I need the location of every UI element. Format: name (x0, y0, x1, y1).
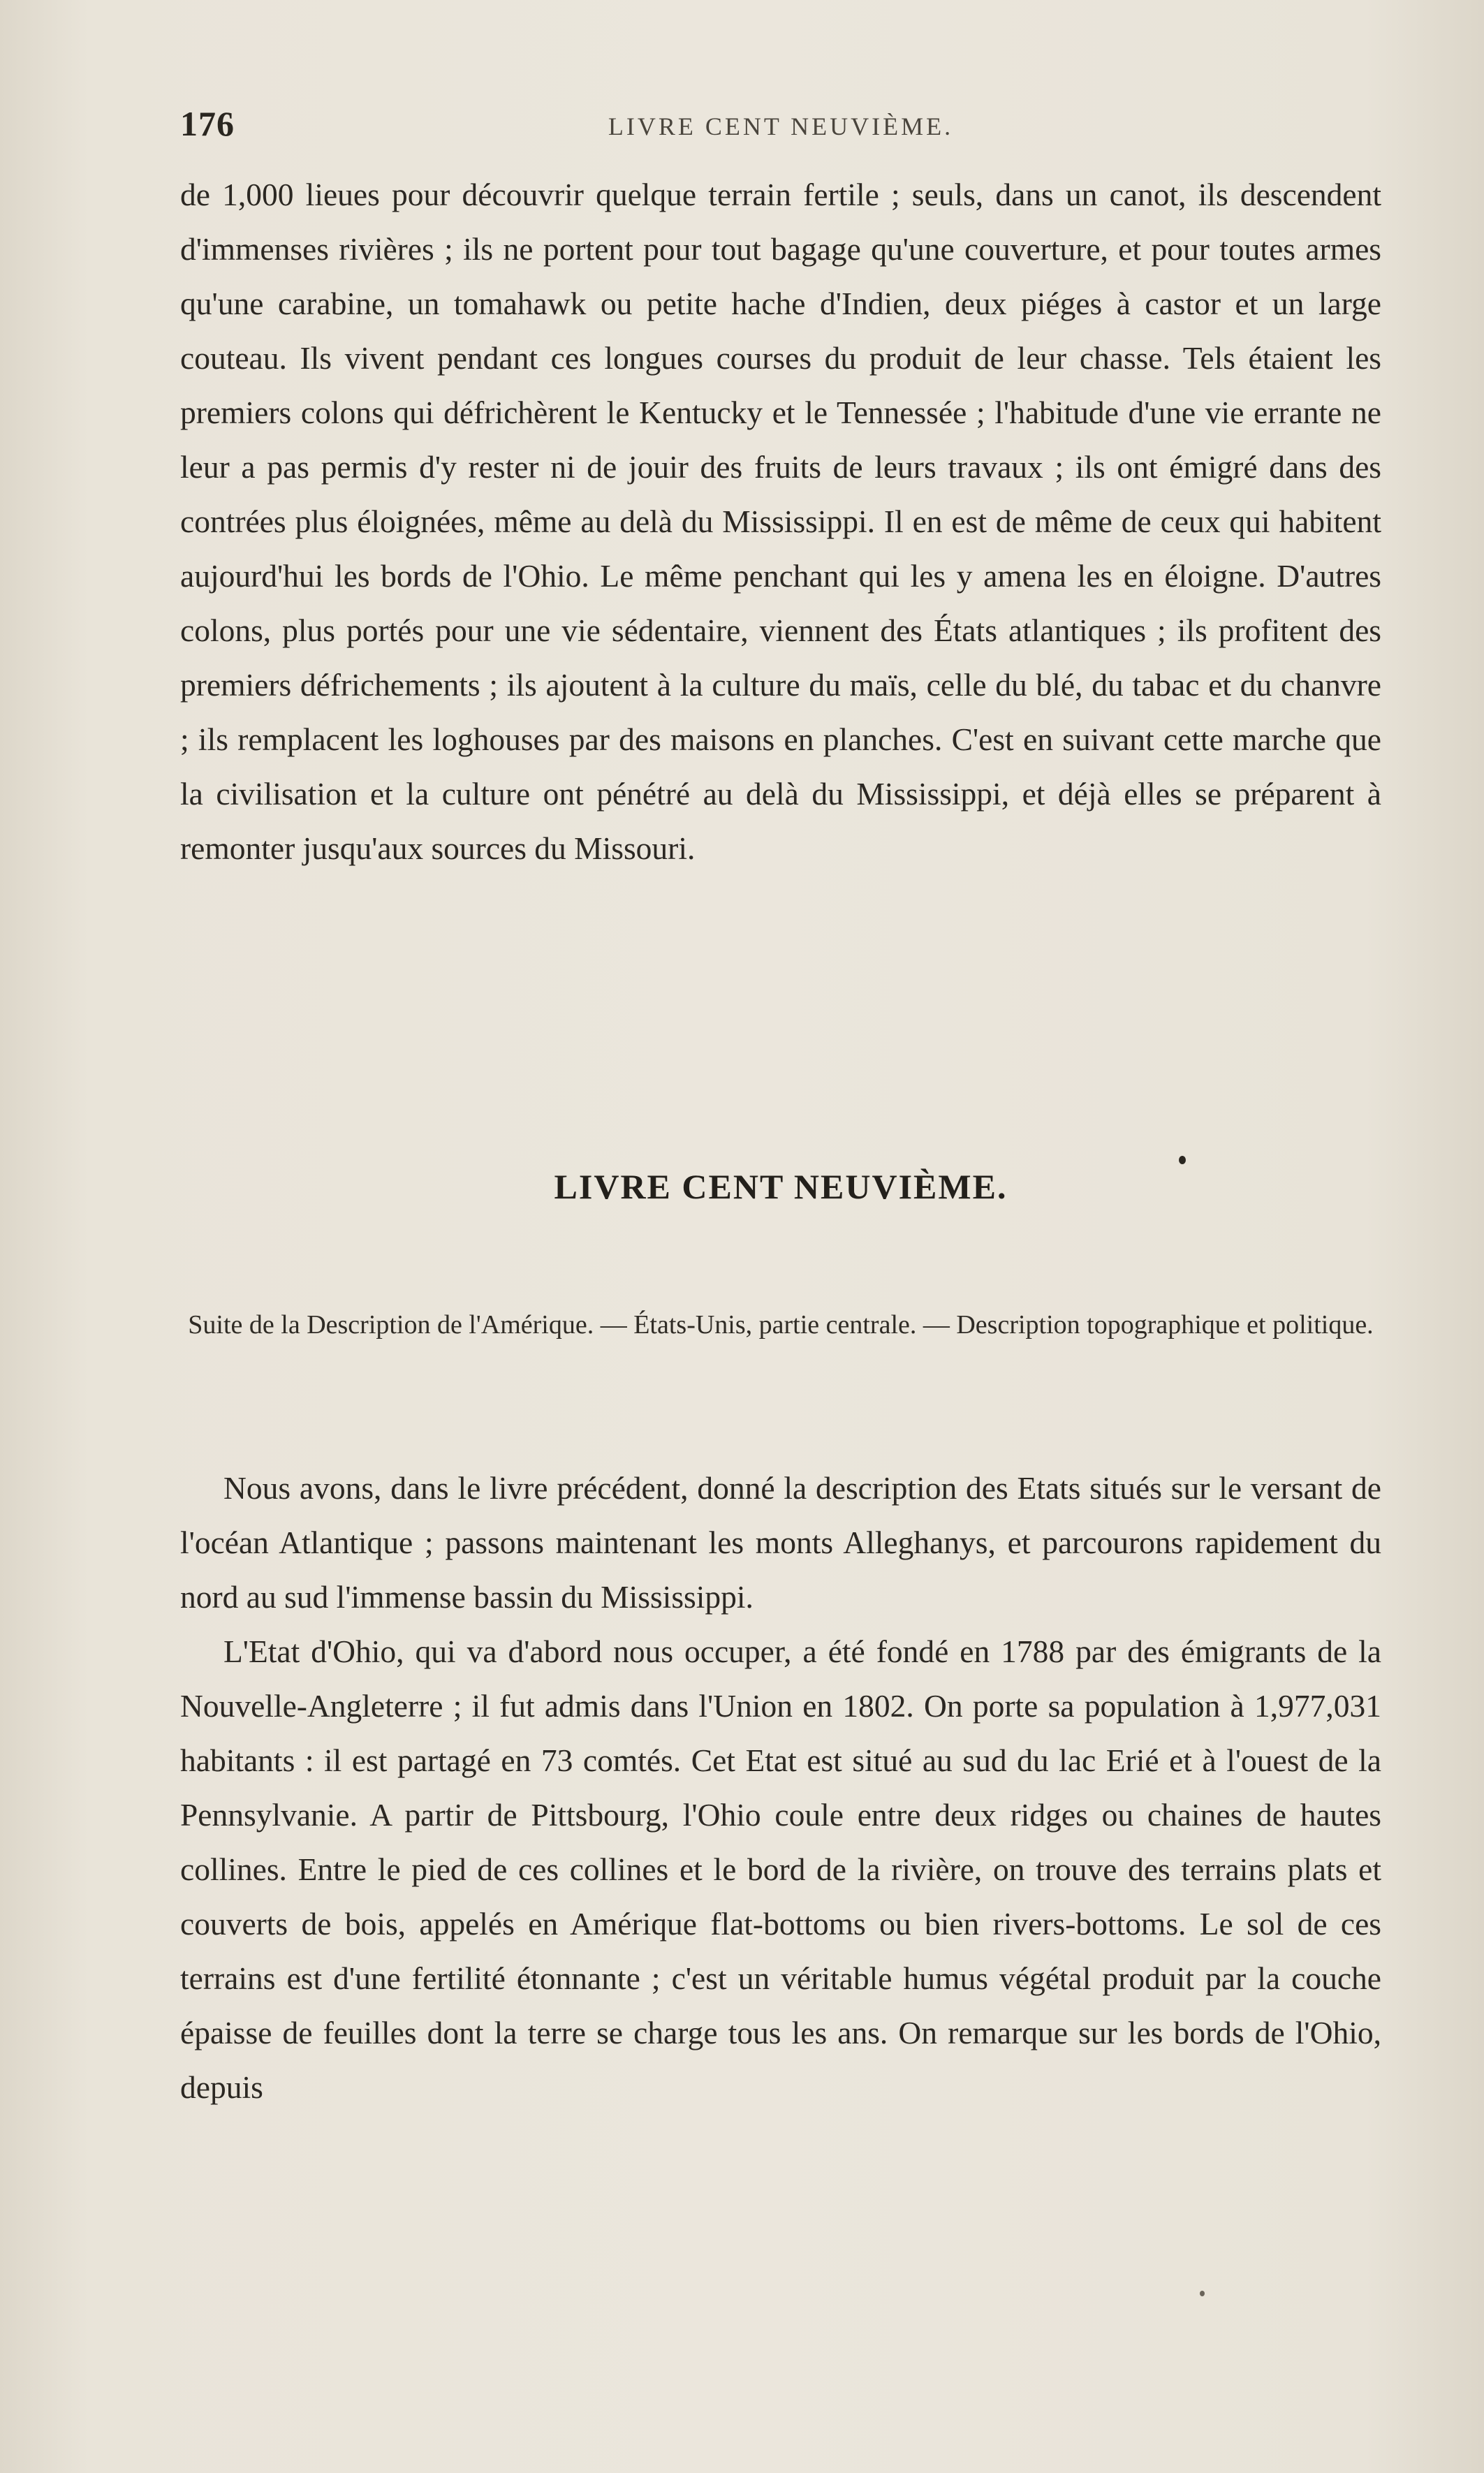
paragraph-intro: Nous avons, dans le livre précédent, donné la description des Etats situés sur le versant de l'océan Atlantique ; passons maintenant les monts Alleghanys, et parcourons rapidement du nord au sud l'immense bassin du Mississippi. (180, 1470, 1381, 1615)
page-number: 176 (180, 104, 235, 143)
ink-speck (1179, 1156, 1186, 1164)
continued-text-block (180, 168, 1381, 876)
chapter-body (180, 1461, 1381, 2115)
chapter-heading: LIVRE CENT NEUVIÈME. (554, 1167, 1008, 1206)
running-title: LIVRE CENT NEUVIÈME. (608, 112, 954, 140)
paragraph-continued: de 1,000 lieues pour découvrir quelque terrain fertile ; seuls, dans un canot, ils descendent d'immenses rivières ; ils ne portent pour tout bagage qu'une couverture, et pour toutes armes qu'une carabine, un tomahawk ou petite hache d'Indien, deux piéges à castor et un large couteau. Ils vivent pendant ces longues courses du produit de leur chasse. Tels étaient les premiers colons qui défrichèrent le Kentucky et le Tennessée ; l'habitude d'une vie errante ne leur a pas permis d'y rester ni de jouir des fruits de leurs travaux ; ils ont émigré dans des contrées plus éloignées, même au delà du Mississippi. Il en est de même de ceux qui habitent aujourd'hui les bords de l'Ohio. Le même penchant qui les y amena les en éloigne. D'autres colons, plus portés pour une vie sédentaire, viennent des États atlantiques ; ils profitent des premiers défrichements ; ils ajoutent à la culture du maïs, celle du blé, du tabac et du chanvre ; ils remplacent les loghouses par des maisons en planches. C'est en suivant cette marche que la civilisation et la culture ont pénétré au delà du Mississippi, et déjà elles se préparent à remonter jusqu'aux sources du Missouri. (180, 177, 1381, 866)
running-head (180, 103, 1381, 145)
paragraph-ohio: L'Etat d'Ohio, qui va d'abord nous occuper, a été fondé en 1788 par des émigrants de la Nouvelle-Angleterre ; il fut admis dans l'Union en 1802. On porte sa population à 1,977,031 habitants : il est partagé en 73 comtés. Cet Etat est situé au sud du lac Erié et à l'ouest de la Pennsylvanie. A partir de Pittsbourg, l'Ohio coule entre deux ridges ou chaines de hautes collines. Entre le pied de ces collines et le bord de la rivière, on trouve des terrains plats et couverts de bois, appelés en Amérique flat-bottoms ou bien rivers-bottoms. Le sol de ces terrains est d'une fertilité étonnante ; c'est un véritable humus végétal produit par la couche épaisse de feuilles dont la terre se charge tous les ans. On remarque sur les bords de l'Ohio, depuis (180, 1634, 1381, 2105)
ink-speck (1200, 2291, 1205, 2296)
chapter-summary: Suite de la Description de l'Amérique. — États-Unis, partie centrale. — Description topographique et politique. (188, 1310, 1374, 1340)
